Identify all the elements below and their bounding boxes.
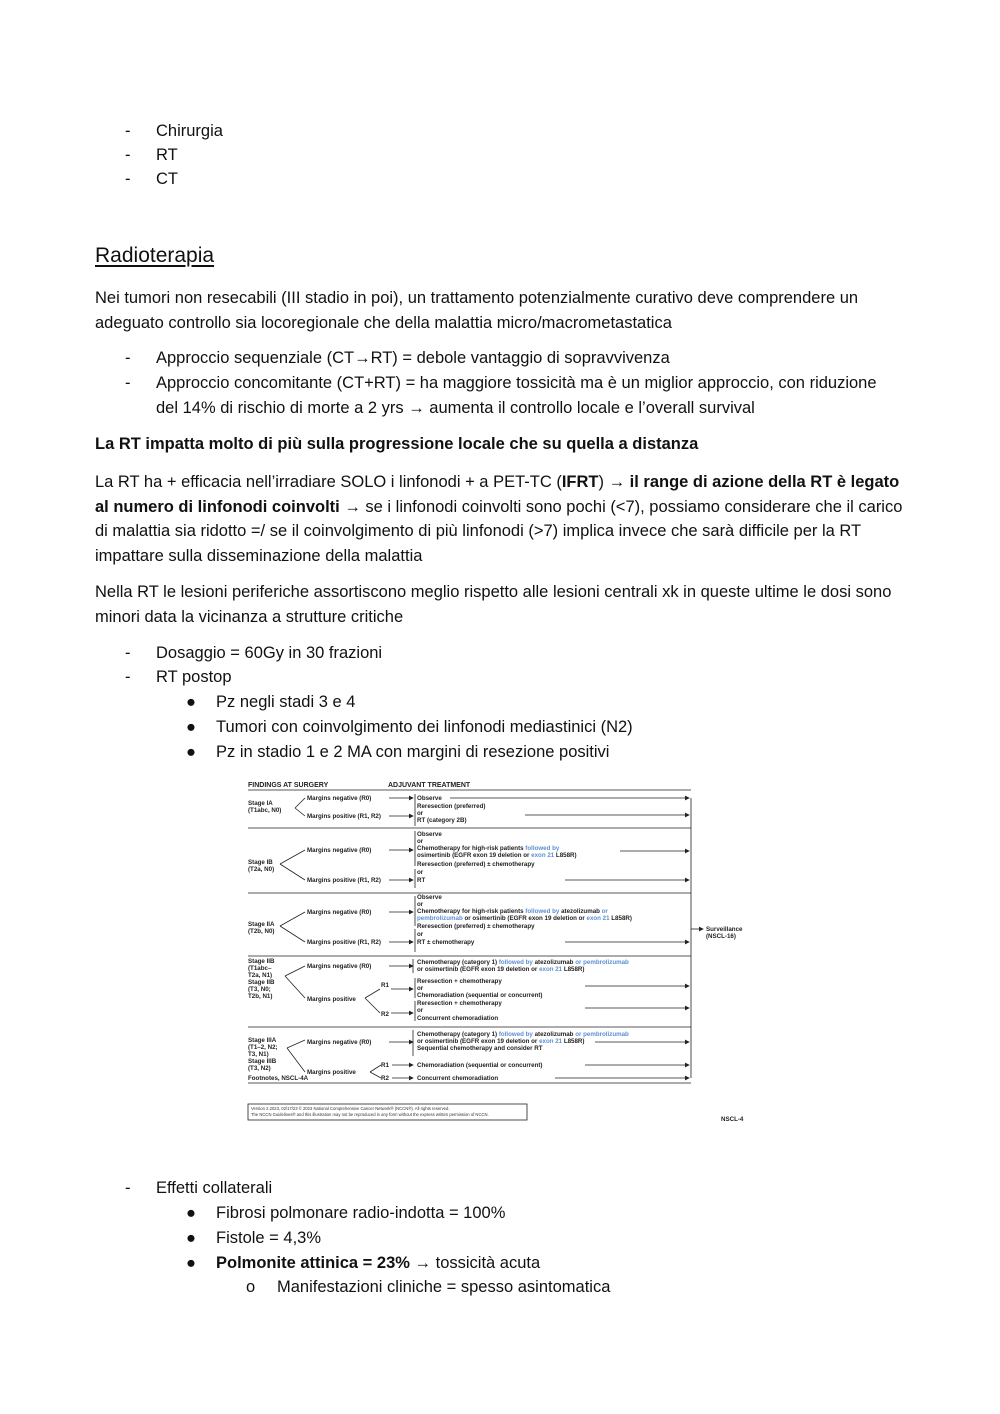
dash-marker: - [125, 170, 131, 188]
section-title: Radioterapia [95, 244, 215, 267]
dash-marker: - [125, 1179, 131, 1197]
svg-text:RT ± chemotherapy: RT ± chemotherapy [417, 939, 475, 946]
header-findings: FINDINGS AT SURGERY [248, 782, 329, 789]
svg-text:Margins negative (R0): Margins negative (R0) [307, 1039, 372, 1046]
svg-text:Observe: Observe [417, 894, 442, 901]
svg-text:Chemoradiation (sequential or: Chemoradiation (sequential or concurrent) [417, 1062, 543, 1069]
svg-text:R1: R1 [381, 982, 389, 989]
svg-text:(T2a, N0): (T2a, N0) [248, 866, 275, 873]
svg-text:(T3, N0;: (T3, N0; [248, 986, 271, 993]
svg-text:Observe: Observe [417, 795, 442, 802]
bold-statement: La RT impatta molto di più sulla progressione locale che su quella a distanza [95, 435, 699, 453]
svg-text:Surveillance: Surveillance [706, 926, 743, 933]
header-adjuvant: ADJUVANT TREATMENT [388, 782, 471, 789]
list-item-text: Chirurgia [156, 122, 223, 140]
svg-text:or: or [417, 810, 424, 817]
svg-text:or: or [417, 869, 424, 876]
dosage-text: Dosaggio = 60Gy in 30 frazioni [156, 644, 383, 662]
svg-text:Chemotherapy (category 1) foll: Chemotherapy (category 1) followed by atezolizumab or pembrolizumab [417, 959, 629, 966]
bullet-marker: ● [186, 1204, 196, 1222]
svg-text:R2: R2 [381, 1075, 389, 1082]
bullet-marker: ● [186, 1254, 196, 1272]
rt-postop-label: RT postop [156, 668, 232, 686]
svg-text:Margins positive (R1, R2): Margins positive (R1, R2) [307, 877, 381, 884]
svg-text:T2a, N1): T2a, N1) [248, 972, 273, 979]
svg-text:Stage IB: Stage IB [248, 859, 273, 866]
svg-text:Chemotherapy for high-risk pat: Chemotherapy for high-risk patients followed by atezolizumab or [417, 908, 608, 915]
svg-text:Reresection (preferred) ± chem: Reresection (preferred) ± chemotherapy [417, 861, 535, 868]
svg-text:Concurrent chemoradiation: Concurrent chemoradiation [417, 1015, 499, 1022]
svg-text:R2: R2 [381, 1011, 389, 1018]
list-item-text: CT [156, 170, 178, 188]
svg-text:Version 2.2023, 02/17/23 © 202: Version 2.2023, 02/17/23 © 2023 National Comprehensive Cancer Network® (NCCN®). All rights reserved. [251, 1106, 450, 1111]
svg-text:Stage IIIA: Stage IIIA [248, 1037, 277, 1044]
svg-text:Stage IIB: Stage IIB [248, 979, 275, 986]
svg-text:or osimertinib (EGFR exon 19 d: or osimertinib (EGFR exon 19 deletion or exon 21 L858R) [417, 1038, 585, 1045]
ifrt-paragraph: La RT ha + efficacia nell’irradiare SOLO i linfonodi + a PET-TC (IFRT) → il range di azione della RT è legato al numero di linfonodi coinvolti → se i linfonodi coinvolti sono pochi (<7), possiamo considerare che il carico di malattia sia ridotto =/ se il coinvolgimento di più linfonodi (>7) implica invece che sarà difficile per la RT impattare sulla disseminazione della malattia [95, 473, 903, 565]
side-effects-label: Effetti collaterali [156, 1179, 273, 1197]
svg-text:(T1abc, N0): (T1abc, N0) [248, 807, 282, 814]
svg-text:Footnotes, NSCL-4A: Footnotes, NSCL-4A [248, 1075, 309, 1082]
bullet-marker: ● [186, 1229, 196, 1247]
svg-text:or: or [417, 838, 424, 845]
svg-text:Observe: Observe [417, 831, 442, 838]
svg-text:RT (category 2B): RT (category 2B) [417, 817, 467, 824]
svg-text:Reresection (preferred): Reresection (preferred) [417, 803, 486, 810]
svg-text:Margins negative (R0): Margins negative (R0) [307, 847, 372, 854]
svg-text:Stage IA: Stage IA [248, 800, 273, 807]
svg-text:(T2b, N0): (T2b, N0) [248, 928, 275, 935]
svg-text:or: or [417, 1007, 424, 1014]
svg-text:or: or [417, 985, 424, 992]
svg-text:Reresection + chemotherapy: Reresection + chemotherapy [417, 978, 502, 985]
svg-text:R1: R1 [381, 1062, 389, 1069]
svg-text:Chemotherapy (category 1) foll: Chemotherapy (category 1) followed by atezolizumab or pembrolizumab [417, 1031, 629, 1038]
lesions-paragraph: Nella RT le lesioni periferiche assortiscono meglio rispetto alle lesioni centrali xk in queste ultime le dosi sono minori data la vicinanza a strutture critiche [95, 583, 892, 626]
list-item-text: RT [156, 146, 178, 164]
svg-text:Margins negative (R0): Margins negative (R0) [307, 963, 372, 970]
svg-text:Margins positive (R1, R2): Margins positive (R1, R2) [307, 939, 381, 946]
svg-text:or: or [417, 931, 424, 938]
svg-text:Reresection (preferred) ± chem: Reresection (preferred) ± chemotherapy [417, 923, 535, 930]
list-item-text: Approccio sequenziale (CT→RT) = debole vantaggio di sopravvivenza [156, 349, 670, 367]
svg-text:Stage IIA: Stage IIA [248, 921, 275, 928]
svg-text:pembrolizumab or osimertinib (: pembrolizumab or osimertinib (EGFR exon 19 deletion or exon 21 L858R) [417, 915, 632, 922]
bullet-marker: ● [186, 693, 196, 711]
svg-text:Chemoradiation (sequential or: Chemoradiation (sequential or concurrent) [417, 992, 543, 999]
svg-text:Stage IIB: Stage IIB [248, 958, 275, 965]
svg-text:(T1–2, N2;: (T1–2, N2; [248, 1044, 278, 1051]
svg-text:Sequential chemotherapy and co: Sequential chemotherapy and consider RT [417, 1045, 543, 1052]
svg-text:NSCL-4: NSCL-4 [721, 1116, 744, 1123]
svg-text:Margins positive: Margins positive [307, 1069, 356, 1076]
dash-marker: - [125, 668, 131, 686]
svg-text:T2b, N1): T2b, N1) [248, 993, 273, 1000]
bullet-marker: ● [186, 718, 196, 736]
dash-marker: - [125, 349, 131, 367]
svg-text:osimertinib (EGFR exon 19 dele: osimertinib (EGFR exon 19 deletion or exon 21 L858R) [417, 852, 577, 859]
svg-text:or: or [417, 901, 424, 908]
svg-text:Margins negative (R0): Margins negative (R0) [307, 909, 372, 916]
svg-text:(T3, N2): (T3, N2) [248, 1065, 271, 1072]
dash-marker: - [125, 644, 131, 662]
svg-text:Concurrent chemoradiation: Concurrent chemoradiation [417, 1075, 499, 1082]
circle-marker: o [246, 1278, 256, 1296]
adjuvant-treatment-flowchart [245, 776, 765, 1124]
dash-marker: - [125, 374, 131, 392]
svg-text:T3, N1): T3, N1) [248, 1051, 269, 1058]
svg-text:Reresection + chemotherapy: Reresection + chemotherapy [417, 1000, 502, 1007]
dash-marker: - [125, 146, 131, 164]
svg-text:Margins positive (R1, R2): Margins positive (R1, R2) [307, 813, 381, 820]
svg-text:Margins positive: Margins positive [307, 996, 356, 1003]
svg-text:(T1abc–: (T1abc– [248, 965, 272, 972]
list-item-text: Approccio concomitante (CT+RT) = ha maggiore tossicità ma è un miglior approccio, con riduzione del 14% di rischio di morte a 2 yrs → aumenta il controllo locale e l’overall survival [156, 374, 877, 417]
svg-text:Stage IIIB: Stage IIIB [248, 1058, 277, 1065]
bullet-marker: ● [186, 743, 196, 761]
svg-text:Margins negative (R0): Margins negative (R0) [307, 795, 372, 802]
dash-marker: - [125, 122, 131, 140]
svg-text:Chemotherapy for high-risk pat: Chemotherapy for high-risk patients followed by [417, 845, 560, 852]
svg-text:RT: RT [417, 877, 426, 884]
svg-text:or osimertinib (EGFR exon 19 d: or osimertinib (EGFR exon 19 deletion or exon 21 L858R) [417, 966, 585, 973]
svg-text:(NSCL-16): (NSCL-16) [706, 933, 736, 940]
intro-paragraph: Nei tumori non resecabili (III stadio in poi), un trattamento potenzialmente curativo deve comprendere un adeguato controllo sia locoregionale che della malattia micro/macrometastatica [95, 289, 859, 332]
svg-text:The NCCN Guidelines® and this: The NCCN Guidelines® and this illustration may not be reproduced in any form without the express written permission of NCCN. [251, 1112, 489, 1117]
